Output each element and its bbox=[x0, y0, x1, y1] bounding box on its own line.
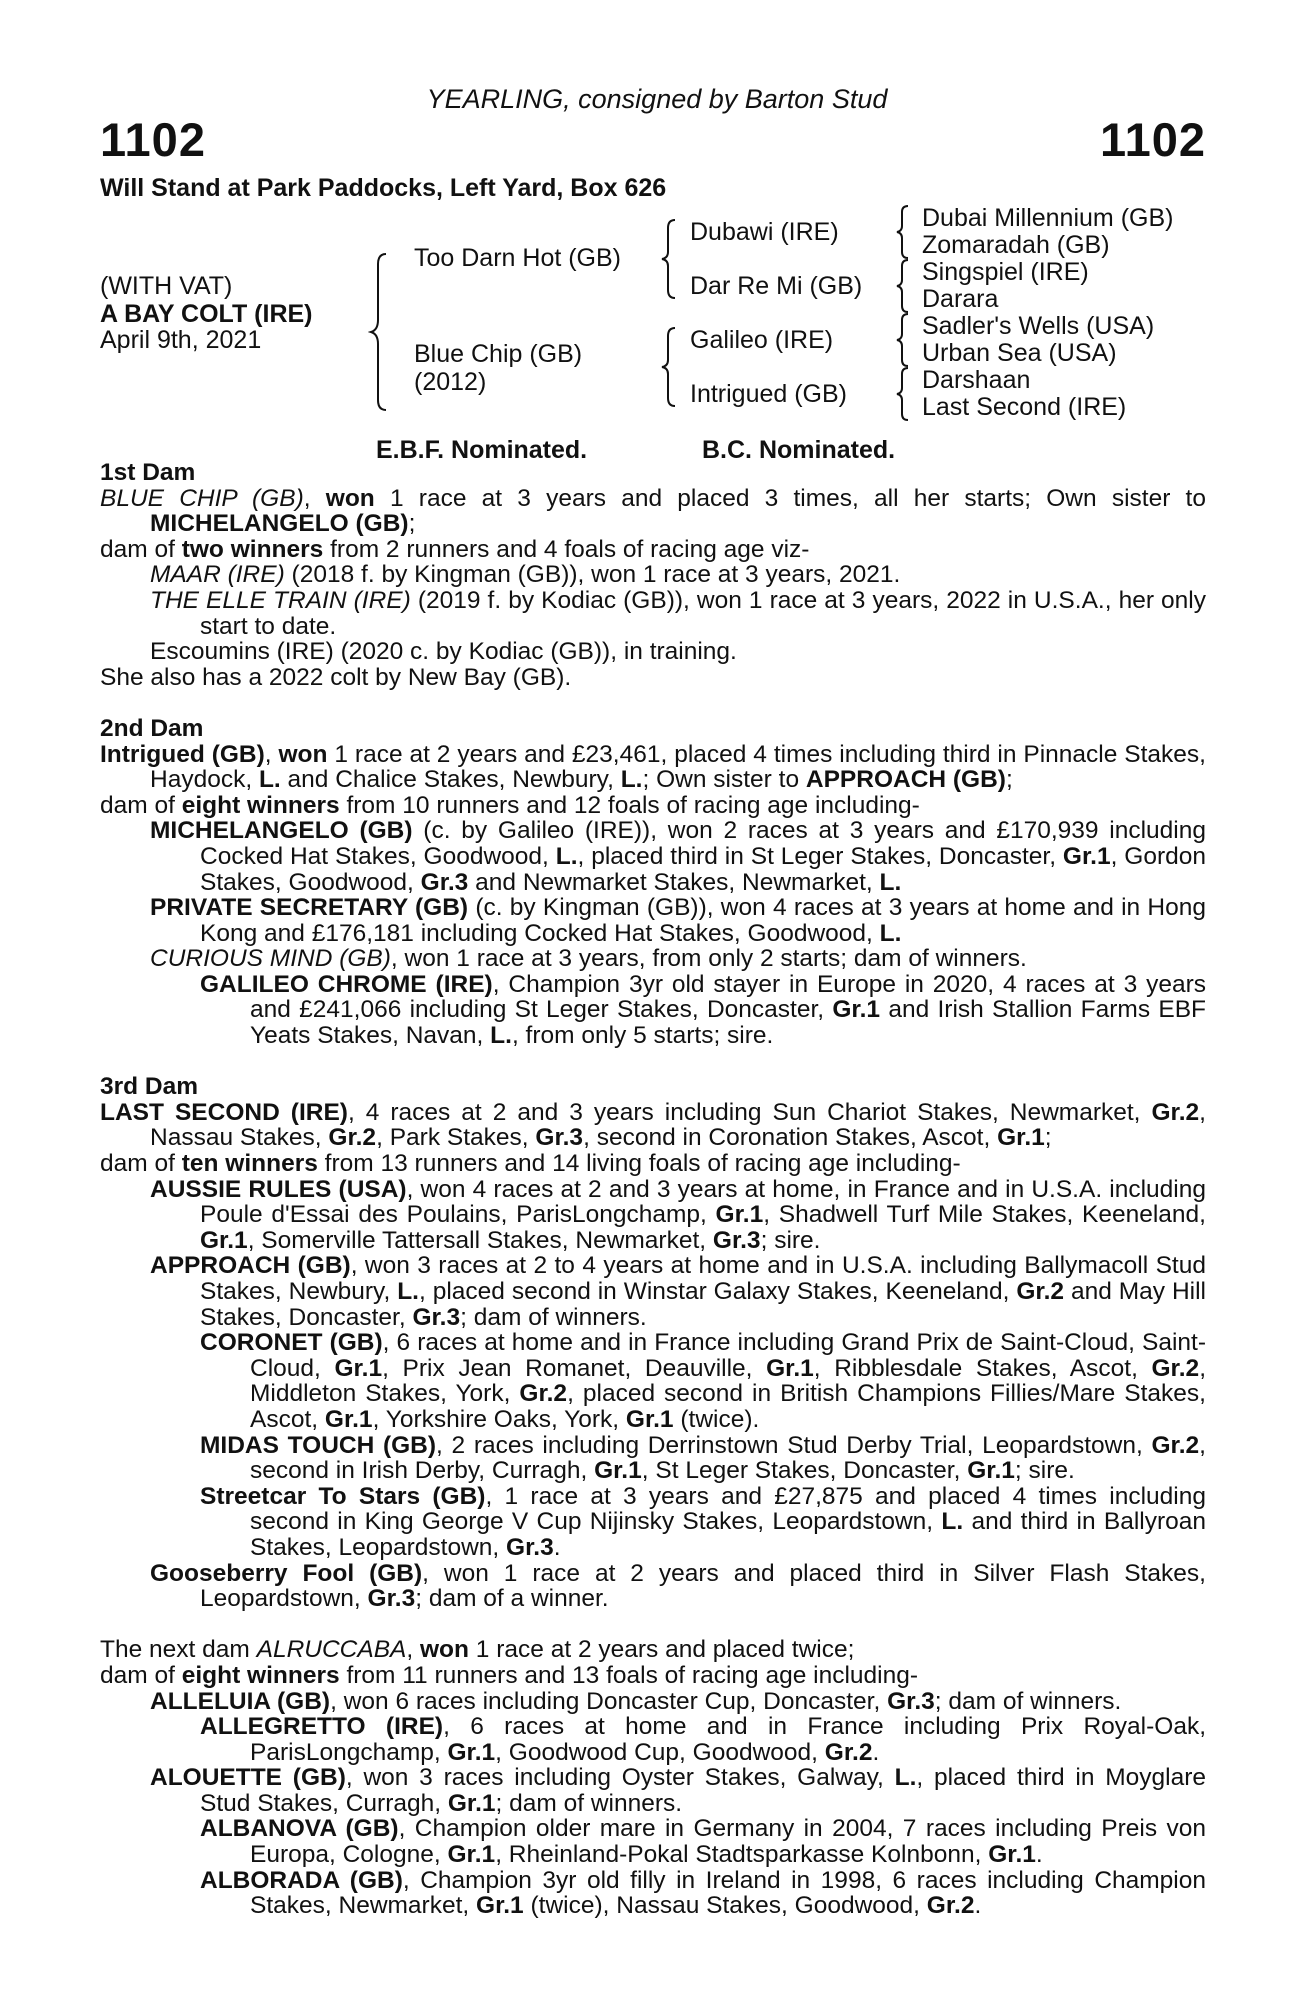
text-run: , Champion 3yr old filly in Ireland in 1998, 6 races including Champion Stakes, Newmarket, bbox=[250, 1866, 1206, 1920]
text-run: , won 1 race at 3 years, from only 2 starts; dam of winners. bbox=[390, 945, 1027, 973]
text-run: , Middleton Stakes, York, bbox=[250, 1354, 1206, 1408]
dam-sire-sire: Sadler's Wells (USA) bbox=[922, 312, 1155, 340]
brace-icon bbox=[895, 258, 911, 314]
text-run: 1 race at 3 years and placed 3 times, all her starts; Own sister to bbox=[374, 484, 1206, 512]
text-run: , placed second in British Champions Fillies/Mare Stakes, Ascot, bbox=[250, 1380, 1206, 1433]
text-run: . bbox=[1035, 1841, 1043, 1869]
text-run: , 6 races at home and in France including Prix Royal-Oak, ParisLongchamp, bbox=[250, 1713, 1207, 1766]
text-run: ; bbox=[1044, 1124, 1052, 1152]
lot-number-left: 1102 bbox=[100, 113, 206, 166]
text-run: from 10 runners and 12 foals of racing age including- bbox=[339, 791, 920, 819]
text-run: ; dam of winners. bbox=[934, 1687, 1122, 1715]
catalogue-body bbox=[100, 460, 1206, 1919]
text-run: , bbox=[264, 740, 279, 768]
text-run: Gr.2 bbox=[1151, 1098, 1200, 1126]
text-run: Gr.1 bbox=[447, 1738, 496, 1766]
text-run: GALILEO CHROME (IRE) bbox=[200, 970, 493, 998]
text-run: Gr.1 bbox=[988, 1841, 1036, 1869]
text-run: won bbox=[325, 484, 375, 512]
text-run: 1 race at 2 years and placed twice; bbox=[469, 1636, 855, 1664]
catalogue-paragraph bbox=[100, 742, 1206, 793]
catalogue-paragraph bbox=[100, 1765, 1206, 1816]
text-run: Gr.1 bbox=[967, 1457, 1015, 1485]
section-spacer bbox=[100, 690, 1206, 716]
catalogue-paragraph bbox=[100, 793, 1206, 819]
text-run: ; dam of a winner. bbox=[415, 1585, 609, 1613]
text-run: Gooseberry Fool (GB) bbox=[150, 1559, 423, 1587]
text-run: , St Leger Stakes, Doncaster, bbox=[641, 1457, 968, 1485]
catalogue-paragraph bbox=[100, 1663, 1206, 1689]
text-run: dam of bbox=[100, 1150, 182, 1178]
dam-dam: Intrigued (GB) bbox=[690, 380, 848, 408]
text-run: and May Hill Stakes, Doncaster, bbox=[200, 1278, 1206, 1331]
text-run: , bbox=[406, 1636, 420, 1664]
text-run: Gr.1 bbox=[476, 1892, 524, 1920]
text-run: L. bbox=[620, 766, 643, 794]
section-spacer bbox=[100, 1049, 1206, 1075]
text-run: L. bbox=[555, 842, 578, 870]
text-run: Gr.3 bbox=[506, 1533, 554, 1561]
sire-dam-sire: Singspiel (IRE) bbox=[922, 258, 1089, 286]
catalogue-paragraph bbox=[100, 1561, 1206, 1612]
dam-sire-dam: Urban Sea (USA) bbox=[922, 339, 1117, 367]
text-run: Gr.1 bbox=[766, 1354, 814, 1382]
text-run: . bbox=[553, 1533, 561, 1561]
catalogue-paragraph bbox=[100, 895, 1206, 946]
text-run: , 1 race at 3 years and £27,875 and placed 4 times including second in King George V Cup Nijinsky Stakes, Leopardstown, bbox=[250, 1482, 1206, 1536]
catalogue-paragraph bbox=[100, 1177, 1206, 1254]
text-run: Gr.1 bbox=[324, 1405, 373, 1433]
text-run: , 6 races at home and in France including Grand Prix de Saint-Cloud, Saint-Cloud, bbox=[250, 1329, 1206, 1382]
text-run: Gr.1 bbox=[447, 1841, 496, 1869]
text-run: MAAR (IRE) bbox=[150, 561, 285, 589]
catalogue-paragraph bbox=[100, 1433, 1206, 1484]
foaling-date: April 9th, 2021 bbox=[100, 326, 262, 354]
catalogue-paragraph bbox=[100, 1330, 1206, 1432]
text-run: CURIOUS MIND (GB) bbox=[150, 945, 391, 973]
text-run: , second in Irish Derby, Curragh, bbox=[250, 1431, 1206, 1485]
text-run: , Rheinland-Pokal Stadtsparkasse Kolnbonn, bbox=[495, 1841, 989, 1869]
sire: Too Darn Hot (GB) bbox=[414, 244, 622, 272]
text-run: , won 4 races at 2 and 3 years at home, in France and in U.S.A. including Poule d'Essai des Poulains, ParisLongchamp, bbox=[200, 1175, 1206, 1229]
text-run: Gr.3 bbox=[367, 1585, 416, 1613]
text-run: Gr.1 bbox=[1062, 842, 1111, 870]
text-run: ALBANOVA (GB) bbox=[200, 1815, 399, 1843]
text-run: , Yorkshire Oaks, York, bbox=[372, 1405, 626, 1433]
text-run: , placed third in St Leger Stakes, Doncaster, bbox=[577, 842, 1063, 870]
text-run: Streetcar To Stars (GB) bbox=[200, 1482, 486, 1510]
text-run: Escoumins (IRE) (2020 c. by Kodiac (GB)), in training. bbox=[150, 638, 737, 666]
text-run: L. bbox=[397, 1278, 419, 1305]
text-run: , placed second in Winstar Galaxy Stakes, Keeneland, bbox=[418, 1278, 1017, 1305]
text-run: eight winners bbox=[181, 791, 340, 819]
lot-name: A BAY COLT (IRE) bbox=[100, 300, 313, 328]
text-run: ten winners bbox=[181, 1150, 318, 1178]
text-run: Gr.3 bbox=[420, 868, 469, 896]
text-run: Gr.2 bbox=[1151, 1431, 1200, 1459]
text-run: , Prix Jean Romanet, Deauville, bbox=[382, 1354, 767, 1382]
catalogue-paragraph bbox=[100, 818, 1206, 895]
text-run: 1 race at 2 years and £23,461, placed 4 times including third in Pinnacle Stakes, Haydock, bbox=[150, 740, 1206, 794]
sire-sire: Dubawi (IRE) bbox=[690, 218, 839, 246]
text-run: , Nassau Stakes, bbox=[150, 1098, 1206, 1152]
text-run: APPROACH (GB) bbox=[150, 1252, 351, 1280]
text-run: L. bbox=[490, 1022, 512, 1050]
text-run: , won 1 race at 2 years and placed third in Silver Flash Stakes, Leopardstown, bbox=[200, 1559, 1206, 1613]
text-run: 2nd Dam bbox=[100, 714, 204, 742]
sire-dam-dam: Darara bbox=[922, 285, 999, 313]
text-run: and Newmarket Stakes, Newmarket, bbox=[468, 868, 880, 896]
text-run: Gr.3 bbox=[712, 1226, 761, 1254]
brace-icon bbox=[895, 366, 911, 422]
text-run: APPROACH (GB) bbox=[805, 766, 1006, 794]
dam-year: (2012) bbox=[414, 368, 487, 396]
catalogue-paragraph bbox=[100, 665, 1206, 691]
catalogue-paragraph bbox=[100, 1714, 1206, 1765]
text-run: L. bbox=[894, 1764, 917, 1792]
catalogue-paragraph bbox=[100, 1689, 1206, 1715]
text-run: PRIVATE SECRETARY (GB) bbox=[150, 894, 469, 922]
text-run: Gr.1 bbox=[334, 1354, 383, 1382]
sire-dam: Dar Re Mi (GB) bbox=[690, 272, 863, 300]
sire-sire-dam: Zomaradah (GB) bbox=[922, 231, 1110, 259]
text-run: Gr.2 bbox=[926, 1892, 975, 1920]
text-run: Gr.1 bbox=[625, 1405, 674, 1433]
brace-icon bbox=[895, 204, 911, 260]
text-run: , placed third in Moyglare Stud Stakes, Curragh, bbox=[200, 1764, 1206, 1817]
text-run: ALLEGRETTO (IRE) bbox=[200, 1713, 444, 1741]
text-run: Gr.1 bbox=[715, 1201, 764, 1229]
text-run: and Irish Stallion Farms EBF Yeats Stakes, Navan, bbox=[250, 996, 1207, 1050]
catalogue-paragraph bbox=[100, 1868, 1206, 1919]
consignment-line: YEARLING, consigned by Barton Stud bbox=[426, 84, 888, 114]
text-run: ALRUCCABA bbox=[256, 1636, 407, 1664]
text-run: (2018 f. by Kingman (GB)), won 1 race at 3 years, 2021. bbox=[284, 561, 901, 589]
text-run: , Champion 3yr old stayer in Europe in 2020, 4 races at 3 years and £241,066 including St Leger Stakes, Doncaster, bbox=[250, 970, 1207, 1024]
catalogue-paragraph bbox=[100, 1100, 1206, 1151]
text-run: ALLELUIA (GB) bbox=[150, 1687, 331, 1715]
text-run: , Park Stakes, bbox=[376, 1124, 536, 1152]
text-run: Gr.1 bbox=[832, 996, 881, 1024]
catalogue-paragraph bbox=[100, 1816, 1206, 1867]
text-run: ALOUETTE (GB) bbox=[150, 1764, 346, 1792]
text-run: . bbox=[872, 1738, 880, 1766]
catalogue-paragraph bbox=[100, 537, 1206, 563]
text-run: , 2 races including Derrinstown Stud Derby Trial, Leopardstown, bbox=[436, 1431, 1152, 1459]
text-run: LAST SECOND (IRE) bbox=[100, 1098, 348, 1126]
text-run: MICHELANGELO (GB) bbox=[150, 510, 409, 538]
text-run: (twice), Nassau Stakes, Goodwood, bbox=[523, 1892, 927, 1920]
ebf-nominated: E.B.F. Nominated. bbox=[376, 436, 588, 464]
text-run: and third in Ballyroan Stakes, Leopardstown, bbox=[250, 1508, 1207, 1561]
catalogue-paragraph bbox=[100, 1484, 1206, 1561]
text-run: THE ELLE TRAIN (IRE) bbox=[150, 586, 411, 614]
catalogue-paragraph bbox=[100, 588, 1206, 639]
text-run: , won 3 races at 2 to 4 years at home and in U.S.A. including Ballymacoll Stud Stakes, Newbury, bbox=[200, 1252, 1206, 1305]
text-run: Gr.1 bbox=[447, 1789, 496, 1817]
text-run: L. bbox=[879, 868, 902, 896]
text-run: , from only 5 starts; sire. bbox=[511, 1022, 774, 1050]
text-run: two winners bbox=[181, 535, 324, 563]
text-run: ; dam of winners. bbox=[460, 1303, 647, 1331]
text-run: The next dam bbox=[100, 1636, 257, 1664]
text-run: . bbox=[974, 1892, 982, 1920]
text-run: (2019 f. by Kodiac (GB)), won 1 race at 3 years, 2022 in U.S.A., her only start to date. bbox=[200, 586, 1206, 640]
text-run: dam of bbox=[100, 1661, 182, 1689]
text-run: and Chalice Stakes, Newbury, bbox=[280, 766, 621, 794]
section-heading bbox=[100, 460, 1206, 486]
text-run: Gr.2 bbox=[1016, 1278, 1065, 1305]
text-run: from 11 runners and 13 foals of racing age including- bbox=[339, 1661, 918, 1689]
text-run: (c. by Galileo (IRE)), won 2 races at 3 years and £170,939 including Cocked Hat Stakes, Goodwood, bbox=[200, 817, 1206, 870]
text-run: ALBORADA (GB) bbox=[200, 1866, 403, 1894]
bc-nominated: B.C. Nominated. bbox=[702, 436, 896, 464]
text-run: Intrigued (GB) bbox=[100, 740, 265, 768]
brace-icon bbox=[368, 252, 390, 412]
stand-location: Will Stand at Park Paddocks, Left Yard, Box 626 bbox=[100, 174, 667, 202]
text-run: AUSSIE RULES (USA) bbox=[150, 1175, 407, 1203]
text-run: , Shadwell Turf Mile Stakes, Keeneland, bbox=[763, 1201, 1206, 1229]
text-run: ; sire. bbox=[760, 1226, 821, 1254]
text-run: L. bbox=[258, 766, 281, 794]
text-run: , 4 races at 2 and 3 years including Sun Chariot Stakes, Newmarket, bbox=[347, 1098, 1152, 1126]
text-run: Gr.1 bbox=[997, 1124, 1045, 1152]
catalogue-paragraph bbox=[100, 946, 1206, 972]
text-run: Gr.1 bbox=[200, 1226, 248, 1254]
text-run: CORONET (GB) bbox=[200, 1329, 383, 1357]
text-run: Gr.2 bbox=[328, 1124, 377, 1152]
text-run: BLUE CHIP (GB) bbox=[100, 484, 304, 512]
text-run: won bbox=[420, 1636, 469, 1664]
text-run: MICHELANGELO (GB) bbox=[150, 817, 413, 845]
sire-sire-sire: Dubai Millennium (GB) bbox=[922, 204, 1174, 232]
text-run: , second in Coronation Stakes, Ascot, bbox=[583, 1124, 998, 1152]
text-run: Gr.2 bbox=[824, 1738, 873, 1766]
text-run: She also has a 2022 colt by New Bay (GB). bbox=[100, 663, 572, 691]
catalogue-paragraph bbox=[100, 486, 1206, 537]
catalogue-paragraph bbox=[100, 1253, 1206, 1330]
text-run: ; dam of winners. bbox=[495, 1789, 683, 1817]
text-run: dam of bbox=[100, 791, 182, 819]
brace-icon bbox=[660, 218, 678, 300]
text-run: , Goodwood Cup, Goodwood, bbox=[495, 1738, 825, 1766]
text-run: L. bbox=[879, 919, 902, 947]
text-run: , won 6 races including Doncaster Cup, Doncaster, bbox=[330, 1687, 888, 1715]
text-run: Gr.3 bbox=[887, 1687, 935, 1715]
text-run: Gr.3 bbox=[412, 1303, 461, 1331]
text-run: ; Own sister to bbox=[642, 766, 806, 794]
text-run: Gr.2 bbox=[519, 1380, 568, 1408]
text-run: , Champion older mare in Germany in 2004, 7 races including Preis von Europa, Cologne, bbox=[250, 1815, 1206, 1869]
text-run: , won 3 races including Oyster Stakes, Galway, bbox=[345, 1764, 895, 1792]
dam: Blue Chip (GB) bbox=[414, 340, 583, 368]
text-run: , bbox=[303, 484, 326, 512]
text-run: won bbox=[278, 740, 328, 768]
text-run: , Somerville Tattersall Stakes, Newmarket, bbox=[247, 1226, 713, 1254]
text-run: , Ribblesdale Stakes, Ascot, bbox=[813, 1354, 1152, 1382]
vat-note: (WITH VAT) bbox=[100, 272, 233, 300]
catalogue-paragraph bbox=[100, 1151, 1206, 1177]
section-heading bbox=[100, 1074, 1206, 1100]
text-run: ; sire. bbox=[1014, 1457, 1075, 1485]
dam-sire: Galileo (IRE) bbox=[690, 326, 834, 354]
text-run: 1st Dam bbox=[100, 459, 196, 486]
brace-icon bbox=[660, 326, 678, 408]
dam-dam-dam: Last Second (IRE) bbox=[922, 393, 1127, 421]
text-run: Gr.1 bbox=[594, 1457, 642, 1485]
text-run: from 2 runners and 4 foals of racing age viz- bbox=[323, 535, 810, 563]
text-run: MIDAS TOUCH (GB) bbox=[200, 1431, 437, 1459]
text-run: Gr.3 bbox=[535, 1124, 584, 1152]
text-run: (twice). bbox=[673, 1405, 760, 1433]
text-run: ; bbox=[408, 510, 416, 538]
dam-dam-sire: Darshaan bbox=[922, 366, 1031, 394]
text-run: ; bbox=[1005, 766, 1013, 794]
text-run: from 13 runners and 14 living foals of racing age including- bbox=[317, 1150, 961, 1178]
catalogue-paragraph bbox=[100, 972, 1206, 1049]
lot-number-right: 1102 bbox=[1100, 113, 1206, 166]
brace-icon bbox=[895, 312, 911, 368]
text-run: Gr.2 bbox=[1151, 1354, 1200, 1382]
text-run: eight winners bbox=[181, 1661, 340, 1689]
text-run: (c. by Kingman (GB)), won 4 races at 3 years at home and in Hong Kong and £176,181 including Cocked Hat Stakes, Goodwood, bbox=[200, 894, 1206, 947]
text-run: L. bbox=[941, 1508, 964, 1536]
catalogue-paragraph bbox=[100, 639, 1206, 665]
section-spacer bbox=[100, 1612, 1206, 1638]
catalogue-paragraph bbox=[100, 562, 1206, 588]
catalogue-paragraph bbox=[100, 1637, 1206, 1663]
text-run: 3rd Dam bbox=[100, 1073, 199, 1101]
text-run: dam of bbox=[100, 535, 182, 563]
section-heading bbox=[100, 716, 1206, 742]
text-run: , Gordon Stakes, Goodwood, bbox=[200, 842, 1206, 896]
